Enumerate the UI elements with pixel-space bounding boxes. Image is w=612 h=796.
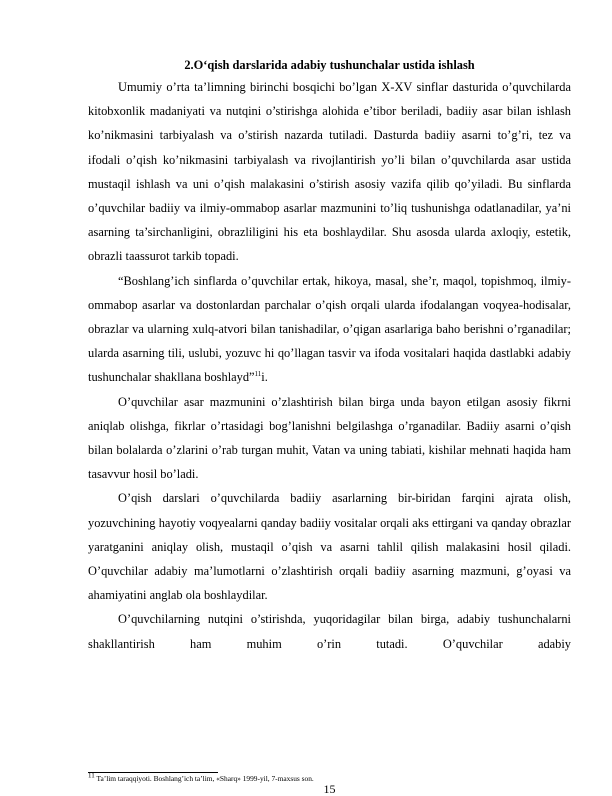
paragraph-text: “Boshlang’ich sinflarda o’quvchilar ertak, hikoya, masal, she’r, maqol, topishmoq, ilmiy-ommabop asarlar va dostonlardan parchalar o’qish orqali ularda ifodalangan voqyea-hodisalar, obrazlar va ularning xulq-atvori bilan tanishadilar, o’qigan asarlariga baho berishni o’rganadilar; ularda asarning tili, uslubi, yozuvc hi qo’llagan tasvir va ifoda vositalari haqida dastlabki adabiy tushunchalar shakllana boshlayd” xyxy=(88,273,571,385)
footnote-mark: 11 xyxy=(88,771,95,780)
body-text xyxy=(88,75,571,656)
paragraph-text: O’quvchilar asar mazmunini o’zlashtirish bilan birga unda bayon etilgan asosiy fikrni aniqlab olishga, fikrlar o’rtasidagi bog’lanishni belgilashga o’rganadilar. Badiiy asarni o’qish bilan bolalarda o’zlarini o’rab turgan muhit, Vatan va uning tabiati, kishilar mehnati haqida ham tasavvur hosil bo’ladi. xyxy=(88,394,571,482)
footnote-reference: 11 xyxy=(254,370,262,379)
paragraph-text: Umumiy o’rta ta’limning birinchi bosqichi bo’lgan X-XV sinflar dasturida o’quvchilarda kitobxonlik madaniyati va nutqini o’stirishga alohida e’tibor beriladi, badiiy asar bilan ishlash ko’nikmasini tarbiyalash va o’stirish nazarda tutiladi. Dasturda badiiy asarni to’g’ri, tez va ifodali o’qish ko’nikmasini tarbiyalash va rivojlantirish yo’li bilan o’quvchilarda asar ustida mustaqil ishlash va uni o’qish malakasini o’stirish asosiy vazifa qilib qo’yiladi. Bu sinflarda o’quvchilar badiiy va ilmiy-ommabop asarlar mazmunini to’liq tushunishga odatlanadilar, ya’ni asarning ta’sirchanligini, obrazliligini his eta boshlaydilar. Shu asosda ularda axloqiy, estetik, obrazli taassurot tarkib topadi. xyxy=(88,80,571,264)
paragraph-text: O’qish darslari o’quvchilarda badiiy asarlarning bir-biridan farqini ajrata olish, yozuvchining hayotiy voqyealarni qanday badiiy vositalar orqali aks ettirgani va qanday obrazlar yaratganini aniqlay olish, mustaqil o’qish va asarni tahlil qilish malakasini hosil qiladi. O’quvchilar adabiy ma’lumotlarni o’zlashtirish orqali badiiy asarning mazmuni, g’oyasi va ahamiyatini anglab ola boshlaydilar. xyxy=(88,491,571,603)
paragraph-1 xyxy=(88,75,571,269)
paragraph-2 xyxy=(88,269,571,390)
footnote-text: Ta’lim taraqqiyoti. Boshlang’ich ta’lim, «Sharq» 1999-yil, 7-maxsus son. xyxy=(94,774,314,783)
page-number: 15 xyxy=(323,782,336,796)
footnote-divider xyxy=(88,772,218,773)
paragraph-3 xyxy=(88,390,571,487)
paragraph-4 xyxy=(88,486,571,607)
paragraph-tail: i. xyxy=(261,370,268,385)
paragraph-5 xyxy=(88,607,571,655)
section-heading: 2.O‘qish darslarida adabiy tushunchalar ustida ishlash xyxy=(184,58,475,72)
paragraph-text: O’quvchilarning nutqini o’stirishda, yuqoridagilar bilan birga, adabiy tushunchalarni shakllantirish ham muhim o’rin tutadi. O’quvchilar adabiy xyxy=(88,612,571,651)
